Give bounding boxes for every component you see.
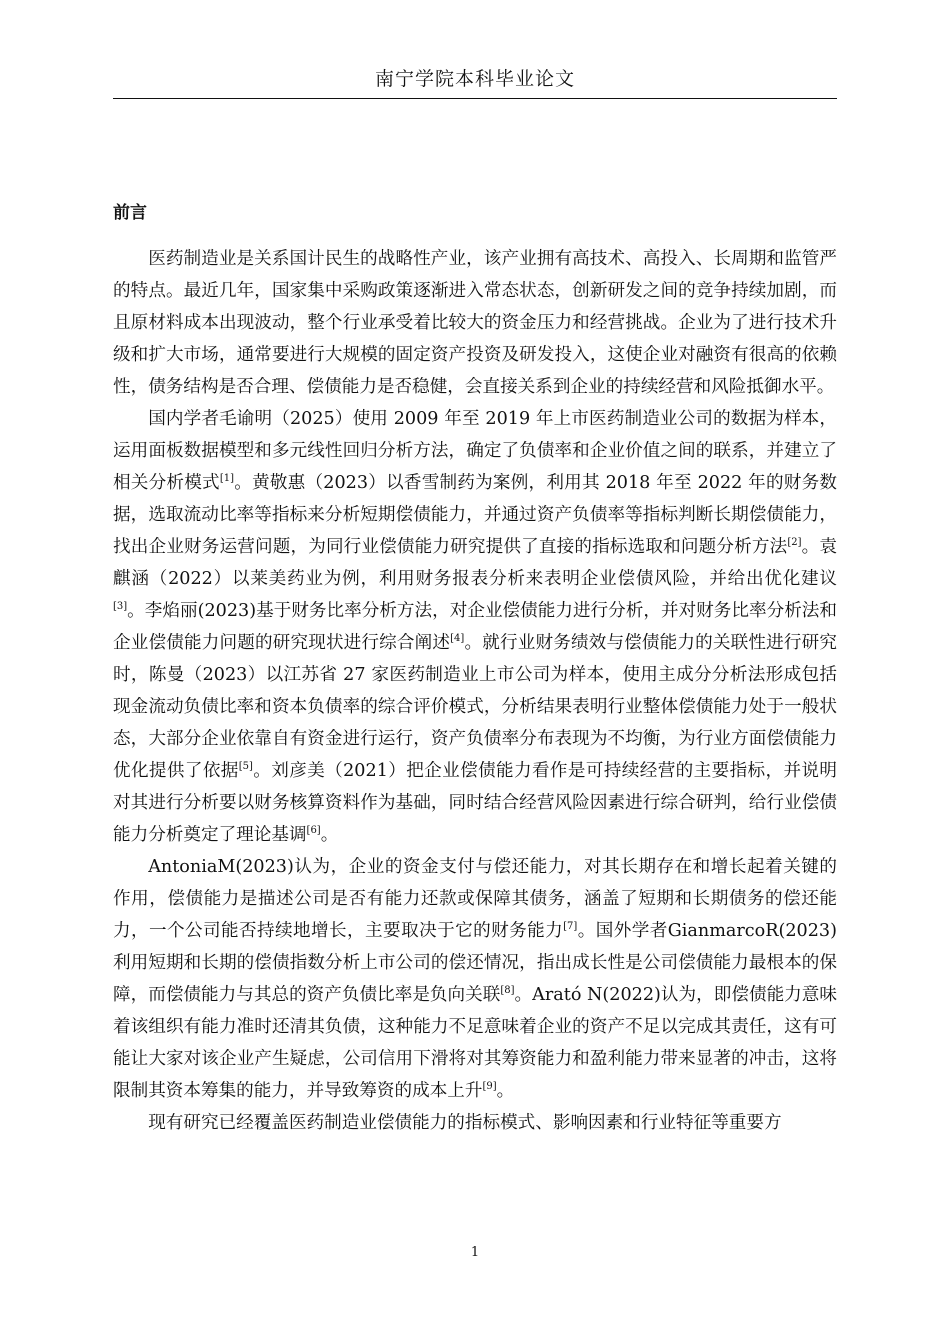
paragraph-text: 国内学者毛谕明（2025）使用 2009 年至 2019 年上市医药制造业公司的数据为样本，运用面板数据模型和多元线性回归分析方法，确定了负债率和企业价值之间的联系，并建立了相关分析模式 bbox=[113, 409, 837, 493]
header-rule bbox=[113, 98, 837, 99]
paragraph-text: 医药制造业是关系国计民生的战略性产业，该产业拥有高技术、高投入、长周期和监管严的特点。最近几年，国家集中采购政策逐渐进入常态状态，创新研发之间的竞争持续加剧，而且原材料成本出现波动，整个行业承受着比较大的资金压力和经营挑战。企业为了进行技术升级和扩大市场，通常要进行大规模的固定资产投资及研发投入，这使企业对融资有很高的依赖性，债务结构是否合理、偿债能力是否稳健，会直接关系到企业的持续经营和风险抵御水平。 bbox=[113, 249, 837, 397]
citation-marker: [3] bbox=[113, 601, 128, 613]
paragraph-text: 。就行业财务绩效与偿债能力的关联性进行研究时，陈曼（2023）以江苏省 27 家医药制造业上市公司为样本，使用主成分分析法形成包括现金流动负债比率和资本负债率的综合评价模式，分析结果表明行业整体偿债能力处于一般状态，大部分企业依靠自有资金进行运行，资产负债率分布表现为不均衡，为行业方面偿债能力优化提供了依据 bbox=[113, 633, 837, 781]
paragraph-text: 。国外学者GianmarcoR(2023)利用短期和长期的偿债指数分析上市公司的偿还情况，指出成长性是公司偿债能力最根本的保障，而偿债能力与其总的资产负债比率是负向关联 bbox=[113, 921, 837, 1005]
paragraph-text: 。袁麒涵（2022）以莱美药业为例，利用财务报表分析来表明企业偿债风险，并给出优化建议 bbox=[113, 537, 837, 589]
paragraph bbox=[113, 243, 837, 403]
paragraph-text: 。刘彦美（2021）把企业偿债能力看作是可持续经营的主要指标，并说明对其进行分析要以财务核算资料作为基础，同时结合经营风险因素进行综合研判，给行业偿债能力分析奠定了理论基调 bbox=[113, 761, 837, 845]
paragraph-text: 。李焰丽(2023)基于财务比率分析方法，对企业偿债能力进行分析，并对财务比率分析法和企业偿债能力问题的研究现状进行综合阐述 bbox=[113, 601, 837, 653]
running-header: 南宁学院本科毕业论文 bbox=[374, 68, 575, 90]
page-number: 1 bbox=[470, 1245, 480, 1260]
citation-marker: [9] bbox=[482, 1081, 497, 1093]
citation-marker: [7] bbox=[563, 921, 578, 933]
citation-marker: [2] bbox=[787, 537, 802, 549]
citation-marker: [1] bbox=[219, 473, 235, 485]
paragraph-text: 。 bbox=[320, 825, 339, 845]
paragraph-text: 。Arató N(2022)认为，即偿债能力意味着该组织有能力准时还清其负债，这种能力不足意味着企业的资产不足以完成其责任，这有可能让大家对该企业产生疑虑，公司信用下滑将对其筹资能力和盈利能力带来显著的冲击，这将限制其资本筹集的能力，并导致筹资的成本上升 bbox=[113, 985, 837, 1101]
paragraph-text: 现有研究已经覆盖医药制造业偿债能力的指标模式、影响因素和行业特征等重要方 bbox=[148, 1113, 782, 1133]
citation-marker: [8] bbox=[500, 985, 515, 997]
section-title: 前言 bbox=[113, 203, 147, 223]
paragraph-text: AntoniaM(2023)认为，企业的资金支付与偿还能力，对其长期存在和增长起着关键的作用，偿债能力是描述公司是否有能力还款或保障其债务，涵盖了短期和长期债务的偿还能力，一个公司能否持续地增长，主要取决于它的财务能力 bbox=[113, 857, 837, 941]
paragraph bbox=[113, 851, 837, 1107]
body-text bbox=[113, 243, 837, 1139]
citation-marker: [4] bbox=[450, 633, 465, 645]
paragraph-text: 。黄敬惠（2023）以香雪制药为案例，利用其 2018 年至 2022 年的财务数据，选取流动比率等指标来分析短期偿债能力，并通过资产负债率等指标判断长期偿债能力，找出企业财务运营问题，为同行业偿债能力研究提供了直接的指标选取和问题分析方法 bbox=[113, 473, 837, 557]
citation-marker: [5] bbox=[238, 761, 253, 773]
citation-marker: [6] bbox=[306, 825, 321, 837]
paragraph bbox=[113, 403, 837, 851]
paragraph bbox=[113, 1107, 837, 1139]
paragraph-text: 。 bbox=[496, 1081, 515, 1101]
